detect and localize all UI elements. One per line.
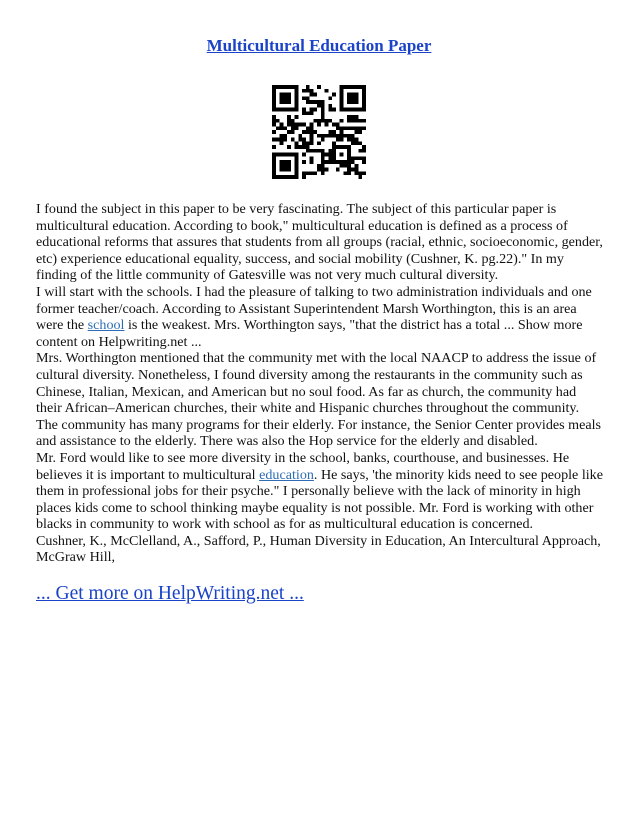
paragraph-5: Cushner, K., McClelland, A., Safford, P., Human Diversity in Education, An Intercultural Approach, McGraw Hill, [36, 532, 601, 566]
article-body [36, 201, 604, 566]
page-title[interactable]: Multicultural Education Paper [206, 36, 432, 55]
paragraph-1: I found the subject in this paper to be very fascinating. The subject of this particular paper is multicultural education. According to book," multicultural education is defined as a process of educational reforms that assures that students from all groups (racial, ethnic, socioeconomic, gender, etc) experience educational equality, success, and social mobility (Cushner, K. pg.22)." In my finding of the little community of Gatesville was not very much cultural diversity. [36, 201, 603, 284]
paragraph-2-text-start: I will start with the schools. I had the pleasure of talking to two administration individuals and one former teacher/coach. According to Assistant Superintendent Marsh Worthington, this is an area were the [36, 283, 592, 334]
paragraph-4-text-end: . He says, 'the minority kids need to see people like them in professional jobs for their psyche." I personally believe with the lack of minority in high places kids come to school thinking maybe equality is not possible. Mr. Ford is working with other blacks in community to work with school as for as multicultural education is concerned. [36, 466, 603, 533]
paragraph-3: Mrs. Worthington mentioned that the community met with the local NAACP to address the issue of cultural diversity. Nonetheless, I found diversity among the restaurants in the community such as Chinese, Italian, Mexican, and American but no soul food. As far as church, the community had their African–American churches, their white and Hispanic churches throughout the community. The community has many programs for their elderly. For instance, the Senior Center provides meals and assistance to the elderly. There was also the Hop service for the elderly and disabled. [36, 350, 602, 450]
qr-code-icon [272, 85, 366, 179]
paragraph-4 [36, 450, 604, 533]
get-more-link[interactable]: ... Get more on HelpWriting.net ... [36, 583, 304, 604]
paragraph-2 [36, 284, 604, 350]
education-link[interactable]: education [259, 466, 314, 483]
paragraph-4-text-start: Mr. Ford would like to see more diversity in the school, banks, courthouse, and businesses. He believes it is important to multicultural [36, 449, 570, 483]
paragraph-2-text-end: is the weakest. Mrs. Worthington says, "that the district has a total ... Show more content on Helpwriting.net ... [36, 317, 583, 350]
school-link[interactable]: school [87, 317, 125, 334]
